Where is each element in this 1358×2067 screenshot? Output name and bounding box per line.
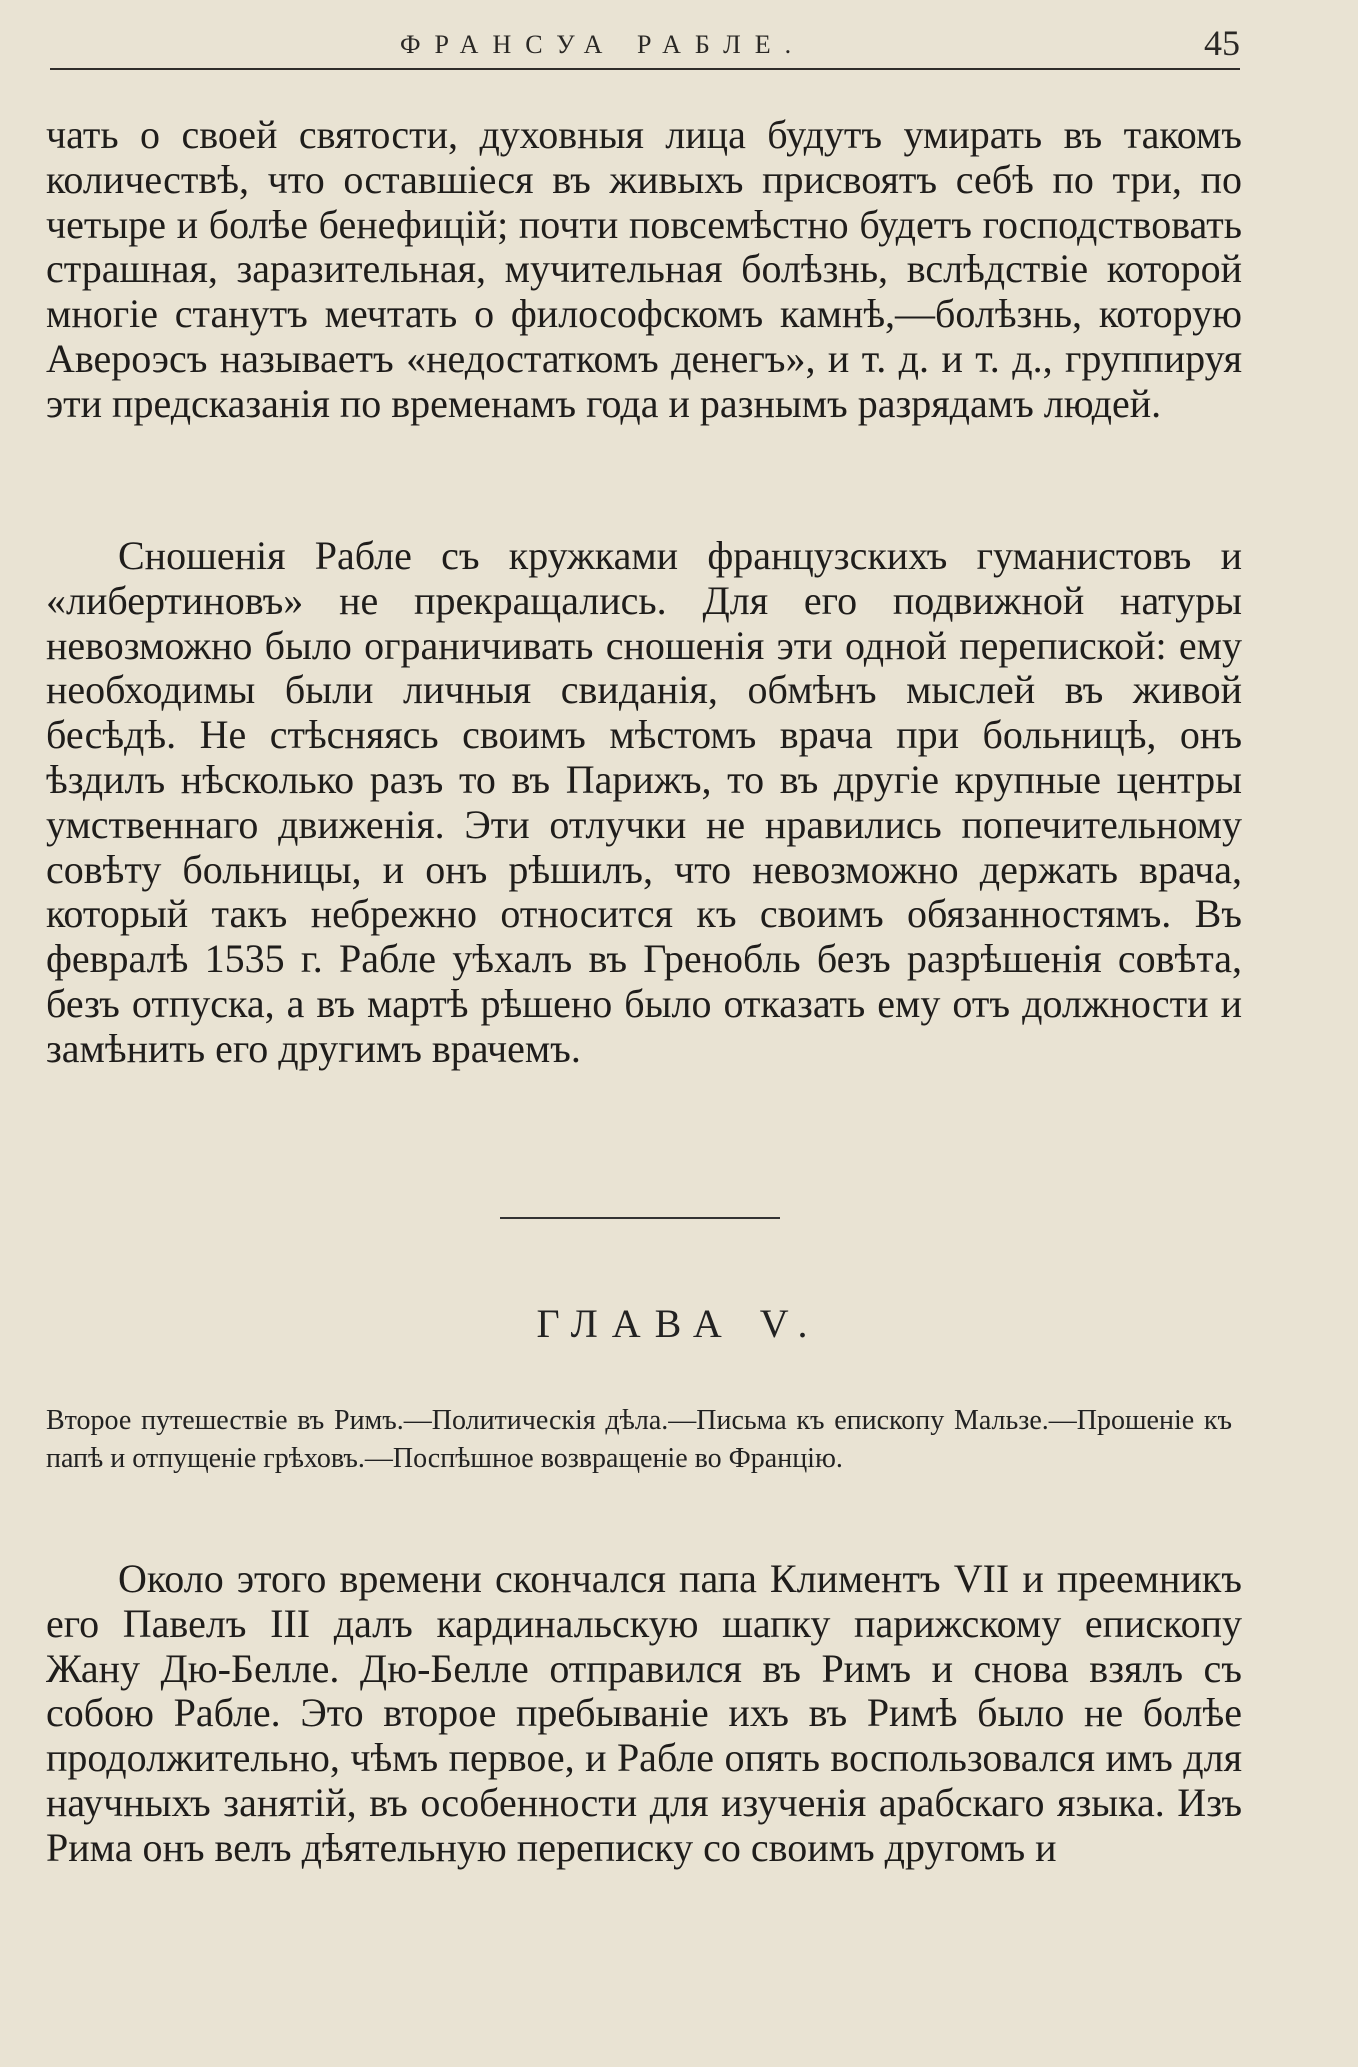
section-divider: [500, 1217, 780, 1219]
page-header: [50, 22, 1240, 70]
chapter-summary: Второе путешествіе въ Римъ.—Политическія дѣла.—Письма къ епископу Мальзе.—Прошеніе къ папѣ и отпущеніе грѣховъ.—Поспѣшное возвращеніе во Францію.: [46, 1405, 1232, 1474]
chapter-heading: ГЛАВА V.: [536, 1301, 822, 1346]
chapter-paragraph-1: [46, 1557, 1242, 1871]
paragraph-text: Сношенія Рабле съ кружками французскихъ гуманистовъ и «либертиновъ» не прекращались. Для его подвижной натуры невозможно было ограничивать сношенія эти одной перепиской: ему необходимы были личныя свиданія, обмѣнъ мыслей въ живой бесѣдѣ. Не стѣсняясь своимъ мѣстомъ врача при больницѣ, онъ ѣздилъ нѣсколько разъ то въ Парижъ, то въ другіе крупные центры умственнаго движенія. Эти отлучки не нравились попечительному совѣту больницы, и онъ рѣшилъ, что невозможно держать врача, который такъ небрежно относится къ своимъ обязанностямъ. Въ февралѣ 1535 г. Рабле уѣхалъ въ Гренобль безъ разрѣшенія совѣта, безъ отпуска, а въ мартѣ рѣшено было отказать ему отъ должности и замѣнить его другимъ врачемъ.: [46, 533, 1242, 1071]
paragraph-text: Около этого времени скончался папа Климентъ VII и преемникъ его Павелъ III далъ кардинальскую шапку парижскому епископу Жану Дю-Белле. Дю-Белле отправился въ Римъ и снова взялъ съ собою Рабле. Это второе пребываніе ихъ въ Римѣ было не болѣе продолжительно, чѣмъ первое, и Рабле опять воспользовался имъ для научныхъ занятій, въ особенности для изученія арабскаго языка. Изъ Рима онъ велъ дѣятельную переписку со своимъ другомъ и: [46, 1556, 1242, 1870]
page-number: 45: [1204, 23, 1240, 63]
paragraph-text: чать о своей святости, духовныя лица будутъ умирать въ такомъ количествѣ, что оставшіеся въ живыхъ присвоятъ себѣ по три, по четыре и болѣе бенефицій; почти повсемѣстно будетъ господствовать страшная, заразительная, мучительная болѣзнь, вслѣдствіе которой многіе станутъ мечтать о философскомъ камнѣ,—болѣзнь, которую Авероэсъ называетъ «недостаткомъ денегъ», и т. д. и т. д., группируя эти предсказанія по временамъ года и разнымъ разрядамъ людей.: [46, 112, 1242, 426]
body-paragraph-2: [46, 534, 1242, 1072]
running-title: ФРАНСУА РАБЛЕ.: [400, 30, 806, 59]
body-paragraph-1: [46, 113, 1242, 427]
header-rule: [50, 68, 1240, 70]
